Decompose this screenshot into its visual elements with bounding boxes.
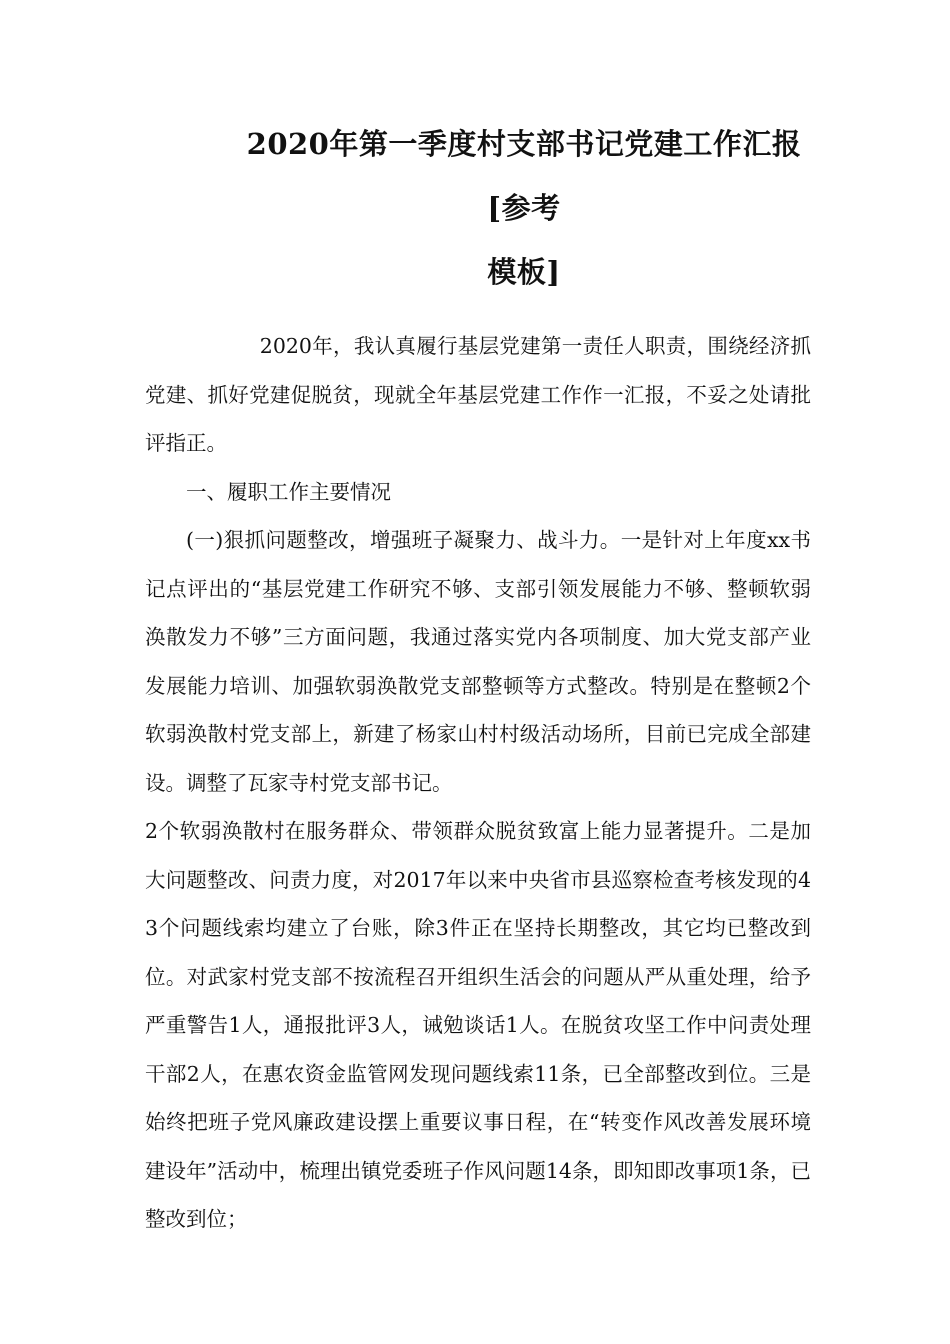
document-page	[145, 112, 811, 1244]
paragraph-intro: 2020年，我认真履行基层党建第一责任人职责，围绕经济抓党建、抓好党建促脱贫，现就全年基层党建工作作一汇报，不妥之处请批评指正。	[145, 334, 811, 455]
section-heading: 一、履职工作主要情况	[186, 479, 391, 504]
title-line-1: 2020年第一季度村支部书记党建工作汇报[参考	[246, 127, 802, 225]
title-line-2: 模板]	[487, 255, 561, 289]
document-title	[145, 112, 811, 304]
document-body	[145, 322, 811, 1244]
paragraph-body: (一)狠抓问题整改，增强班子凝聚力、战斗力。一是针对上年度xx书记点评出的“基层党建工作研究不够、支部引领发展能力不够、整顿软弱涣散发力不够”三方面问题，我通过落实党内各项制度、加大党支部产业发展能力培训、加强软弱涣散党支部整顿等方式整改。特别是在整顿2个软弱涣散村党支部上，新建了杨家山村村级活动场所，目前已完成全部建设。调整了瓦家寺村党支部书记。	[145, 528, 811, 795]
paragraph-body-continued: 2个软弱涣散村在服务群众、带领群众脱贫致富上能力显著提升。二是加大问题整改、问责力度，对2017年以来中央省市县巡察检查考核发现的43个问题线索均建立了台账，除3件正在坚持长期整改，其它均已整改到位。对武家村党支部不按流程召开组织生活会的问题从严从重处理，给予严重警告1人，通报批评3人，诫勉谈话1人。在脱贫攻坚工作中问责处理干部2人，在惠农资金监管网发现问题线索11条，已全部整改到位。三是始终把班子党风廉政建设摆上重要议事日程，在“转变作风改善发展环境建设年”活动中，梳理出镇党委班子作风问题14条，即知即改事项1条，已整改到位；	[145, 819, 811, 1231]
